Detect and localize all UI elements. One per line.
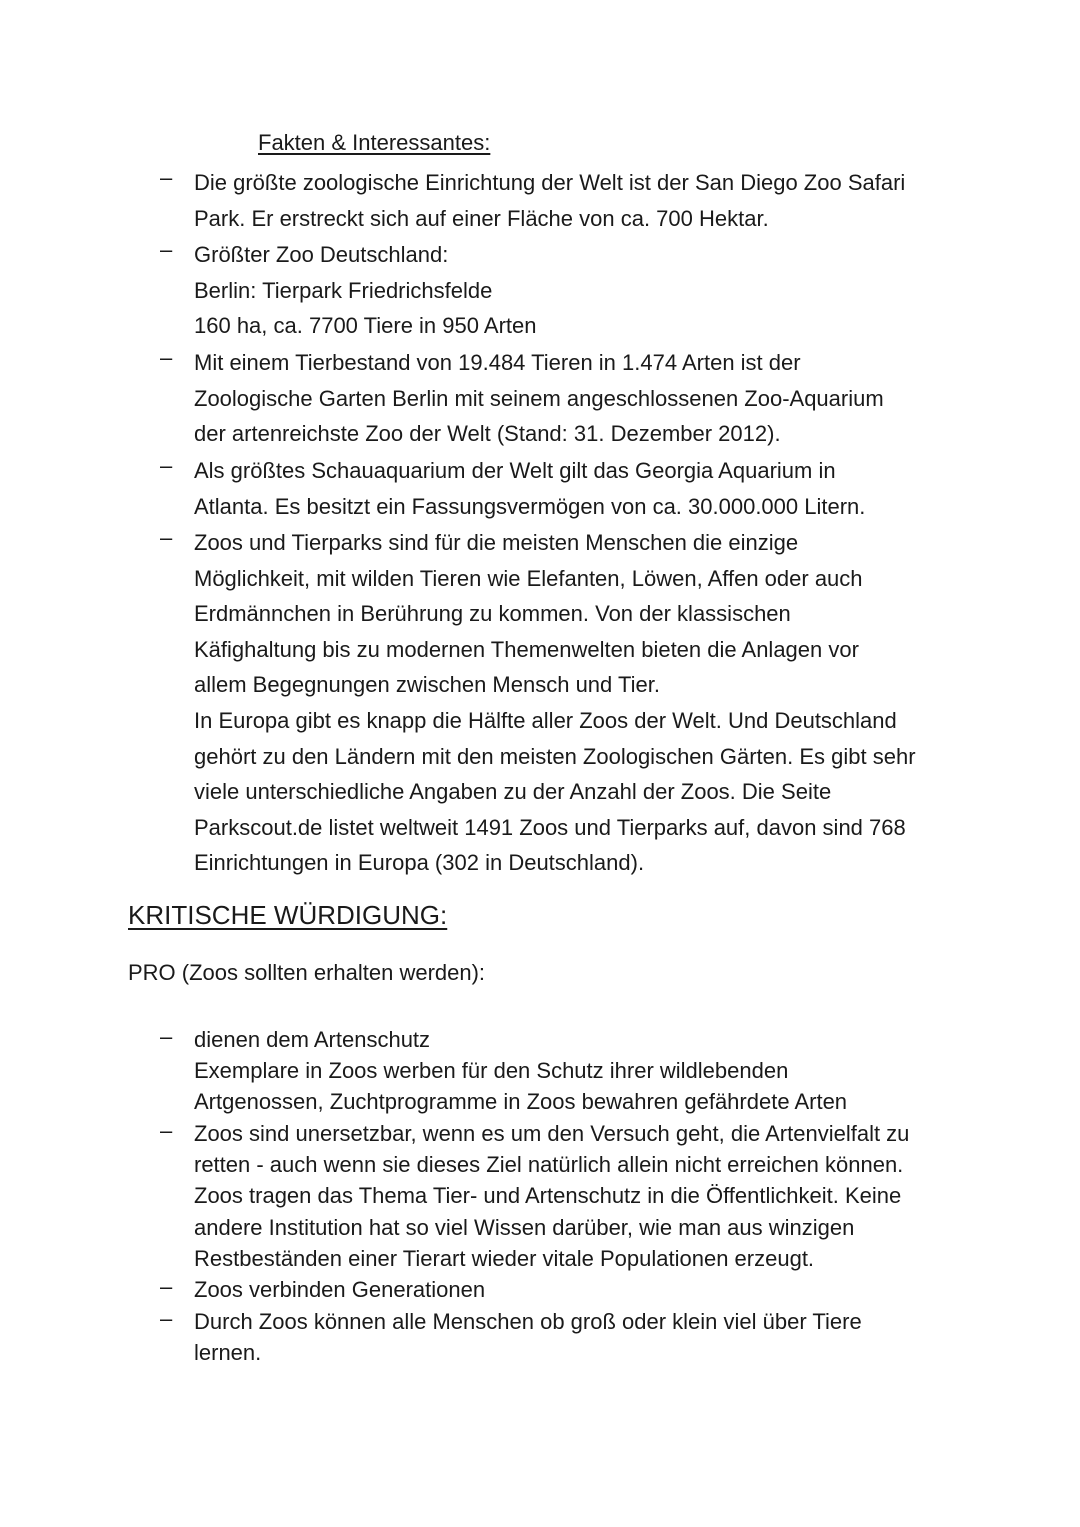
fact-line: viele unterschiedliche Angaben zu der Anzahl der Zoos. Die Seite — [194, 779, 832, 805]
fact-line: Zoos und Tierparks sind für die meisten Menschen die einzige — [194, 530, 799, 555]
pro-line: Durch Zoos können alle Menschen ob groß oder klein viel über Tiere — [194, 1309, 862, 1334]
bullet-dash: – — [160, 165, 173, 190]
fact-line: Berlin: Tierpark Friedrichsfelde — [194, 277, 493, 303]
pro-line: Exemplare in Zoos werben für den Schutz ihrer wildlebenden — [194, 1058, 789, 1084]
fact-line: Als größtes Schauaquarium der Welt gilt das Georgia Aquarium in — [194, 458, 836, 483]
fact-line: Erdmännchen in Berührung zu kommen. Von der klassischen — [194, 601, 791, 627]
fact-line: 160 ha, ca. 7700 Tiere in 950 Arten — [194, 313, 537, 339]
fact-line: Die größte zoologische Einrichtung der Welt ist der San Diego Zoo Safari — [194, 170, 906, 195]
fact-line: gehört zu den Ländern mit den meisten Zoologischen Gärten. Es gibt sehr — [194, 743, 916, 769]
bullet-dash: – — [160, 1118, 173, 1143]
bullet-dash: – — [160, 237, 173, 262]
pro-line: lernen. — [194, 1340, 262, 1366]
bullet-dash: – — [160, 525, 173, 550]
fact-line: Atlanta. Es besitzt ein Fassungsvermögen von ca. 30.000.000 Litern. — [194, 493, 866, 519]
pro-item — [160, 1274, 960, 1305]
fact-line: der artenreichste Zoo der Welt (Stand: 31. Dezember 2012). — [194, 421, 781, 447]
pro-item — [160, 1024, 960, 1118]
fact-line: Mit einem Tierbestand von 19.484 Tieren in 1.474 Arten ist der — [194, 350, 801, 375]
fact-item — [160, 165, 960, 236]
pro-line: andere Institution hat so viel Wissen darüber, wie man aus winzigen — [194, 1214, 855, 1240]
fact-item — [160, 237, 960, 344]
fact-line: allem Begegnungen zwischen Mensch und Tier. — [194, 672, 660, 698]
pro-line: Artgenossen, Zuchtprogramme in Zoos bewahren gefährdete Arten — [194, 1089, 848, 1115]
bullet-dash: – — [160, 453, 173, 478]
bullet-dash: – — [160, 1306, 173, 1331]
pro-line: Zoos sind unersetzbar, wenn es um den Versuch geht, die Artenvielfalt zu — [194, 1121, 910, 1146]
fact-line: Zoologische Garten Berlin mit seinem angeschlossenen Zoo-Aquarium — [194, 385, 884, 411]
fact-line: Größter Zoo Deutschland: — [194, 242, 449, 267]
critique-heading: KRITISCHE WÜRDIGUNG: — [128, 900, 448, 930]
fact-item — [160, 345, 960, 452]
fact-item — [160, 525, 960, 881]
fact-line: Möglichkeit, mit wilden Tieren wie Elefanten, Löwen, Affen oder auch — [194, 565, 863, 591]
pro-line: Zoos verbinden Generationen — [194, 1277, 486, 1302]
fact-line: Einrichtungen in Europa (302 in Deutschland). — [194, 850, 645, 876]
facts-heading: Fakten & Interessantes: — [258, 130, 491, 155]
bullet-dash: – — [160, 1024, 173, 1049]
bullet-dash: – — [160, 1274, 173, 1299]
pro-heading: PRO (Zoos sollten erhalten werden): — [128, 960, 486, 985]
fact-line: Parkscout.de listet weltweit 1491 Zoos und Tierparks auf, davon sind 768 — [194, 814, 906, 840]
fact-line: In Europa gibt es knapp die Hälfte aller Zoos der Welt. Und Deutschland — [194, 707, 897, 733]
fact-line: Park. Er erstreckt sich auf einer Fläche von ca. 700 Hektar. — [194, 205, 769, 231]
pro-line: Restbeständen einer Tierart wieder vitale Populationen erzeugt. — [194, 1245, 815, 1271]
fact-line: Käfighaltung bis zu modernen Themenwelten bieten die Anlagen vor — [194, 636, 859, 662]
pro-item — [160, 1306, 960, 1368]
pro-line: retten - auch wenn sie dieses Ziel natürlich allein nicht erreichen können. — [194, 1152, 904, 1178]
pro-item — [160, 1118, 960, 1274]
pro-line: Zoos tragen das Thema Tier- und Artenschutz in die Öffentlichkeit. Keine — [194, 1183, 902, 1209]
fact-item — [160, 453, 960, 524]
pro-line: dienen dem Artenschutz — [194, 1027, 431, 1052]
bullet-dash: – — [160, 345, 173, 370]
